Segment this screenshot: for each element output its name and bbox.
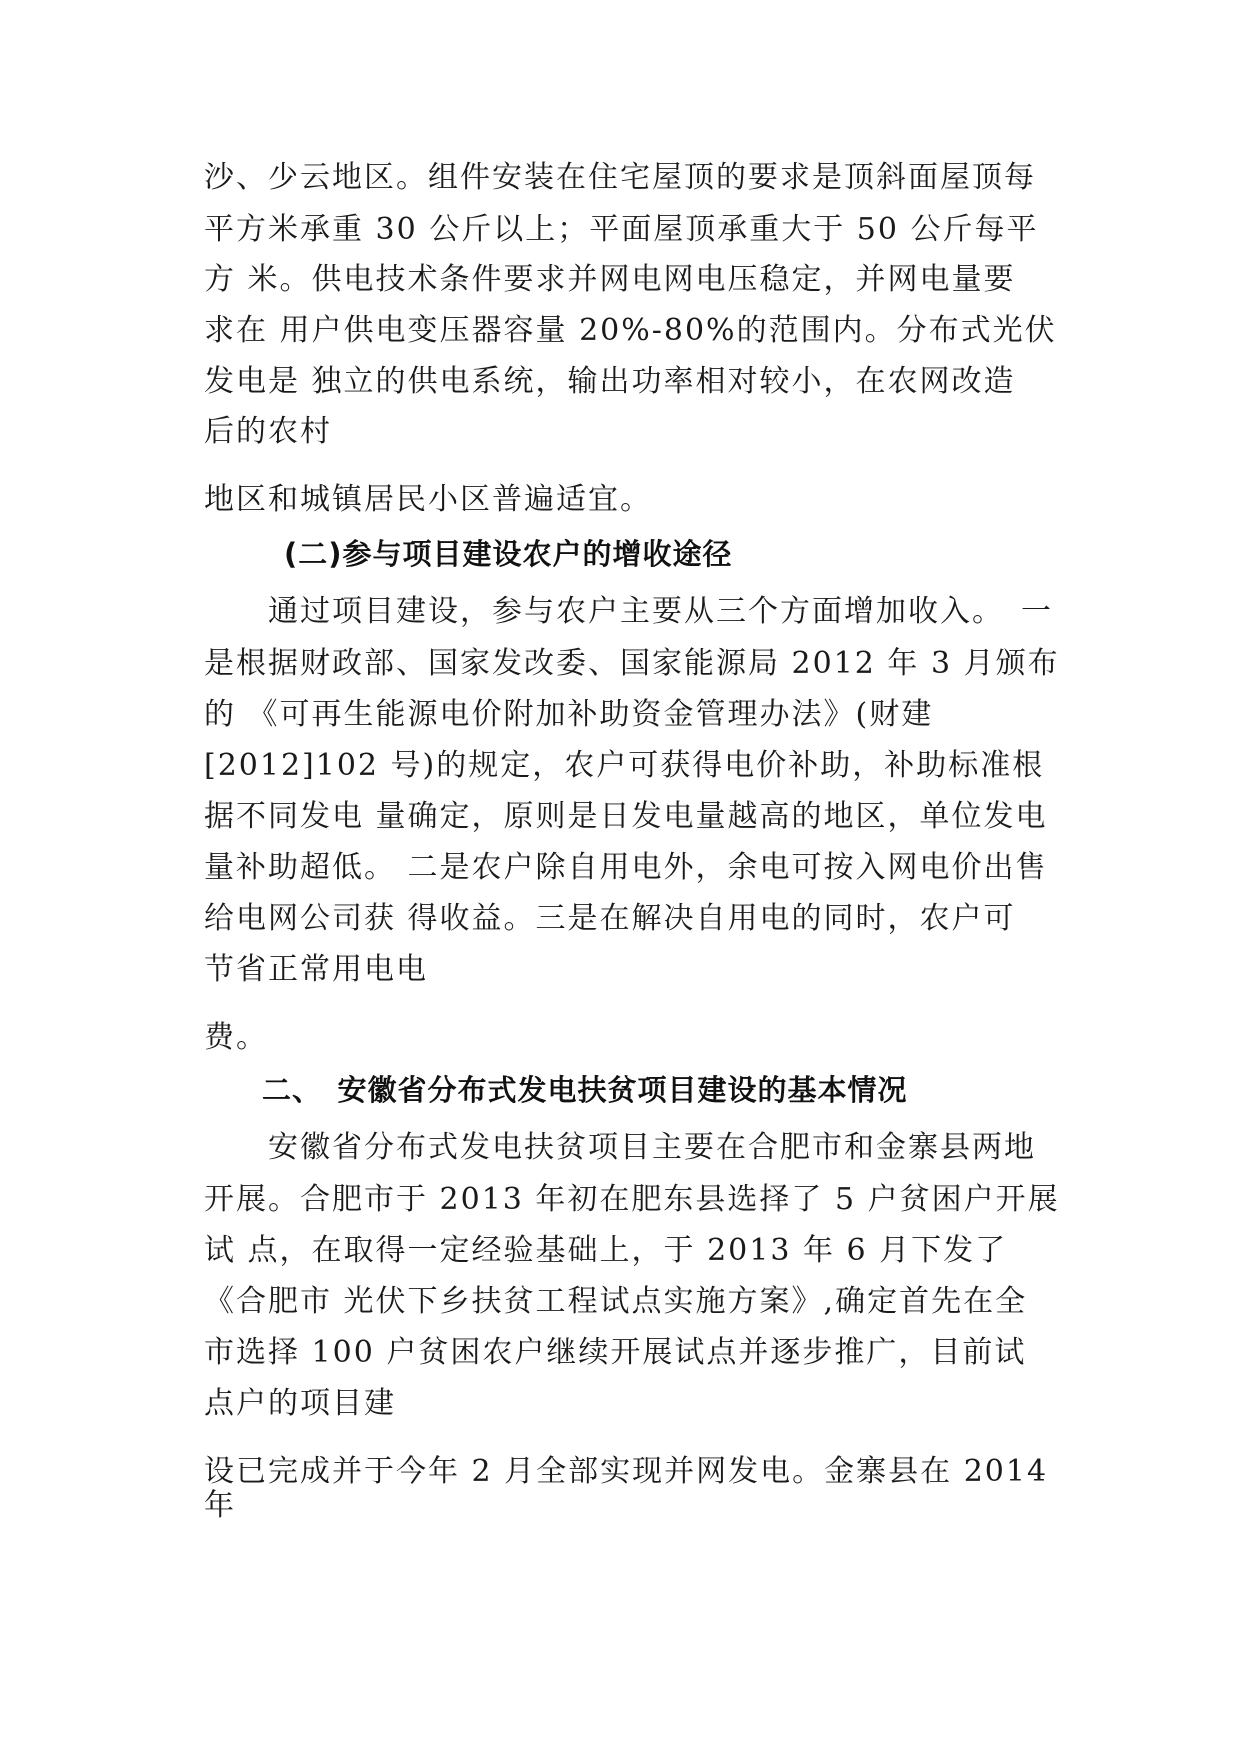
paragraph-3-line-6: 点户的项目建	[204, 1386, 396, 1421]
paragraph-3-line-4: 《合肥市 光伏下乡扶贫工程试点实施方案》,确定首先在全	[204, 1284, 1028, 1319]
paragraph-3-continuation-1: 设已完成并于今年 2 月全部实现并网发电。金寨县在 2014	[204, 1454, 1049, 1489]
paragraph-3-line-2: 开展。合肥市于 2013 年初在肥东县选择了 5 户贫困户开展	[204, 1182, 1060, 1217]
paragraph-2-line-1: 通过项目建设，参与农户主要从三个方面增加收入。 一	[204, 594, 1053, 629]
section-heading-2: (二)参与项目建设农户的增收途径	[284, 537, 733, 571]
paragraph-2-continuation: 费。	[204, 1020, 268, 1055]
paragraph-3-continuation-2: 年	[204, 1488, 236, 1523]
paragraph-2-line-2: 是根据财政部、国家发改委、国家能源局 2012 年 3 月颁布	[204, 646, 1060, 681]
paragraph-1-line-2: 平方米承重 30 公斤以上；平面屋顶承重大于 50 公斤每平	[204, 212, 1039, 247]
paragraph-3-line-3: 试 点，在取得一定经验基础上，于 2013 年 6 月下发了	[204, 1233, 1008, 1268]
paragraph-2-line-6: 量补助超低。 二是农户除自用电外，余电可按入网电价出售	[204, 850, 1048, 885]
paragraph-2-line-8: 节省正常用电电	[204, 952, 428, 987]
paragraph-2-line-5: 据不同发电 量确定，原则是日发电量越高的地区，单位发电	[204, 799, 1048, 834]
paragraph-2-line-4: [2012]102 号)的规定，农户可获得电价补助，补助标准根	[204, 748, 1045, 783]
paragraph-1-line-3: 方 米。供电技术条件要求并网电网电压稳定，并网电量要	[204, 262, 1016, 297]
paragraph-3-line-5: 市选择 100 户贫困农户继续开展试点并逐步推广，目前试	[204, 1335, 1027, 1370]
paragraph-1-continuation: 地区和城镇居民小区普遍适宜。	[204, 482, 652, 517]
paragraph-1-line-1: 沙、少云地区。组件安装在住宅屋顶的要求是顶斜面屋顶每	[204, 160, 1036, 195]
paragraph-1-line-5: 发电是 独立的供电系统，输出功率相对较小，在农网改造	[204, 364, 1016, 399]
paragraph-3-line-1: 安徽省分布式发电扶贫项目主要在合肥市和金寨县两地	[204, 1130, 1036, 1165]
section-heading-3: 二、 安徽省分布式发电扶贫项目建设的基本情况	[262, 1073, 908, 1107]
paragraph-1-line-4: 求在 用户供电变压器容量 20%-80%的范围内。分布式光伏	[204, 313, 1057, 348]
paragraph-2-line-7: 给电网公司获 得收益。三是在解决自用电的同时，农户可	[204, 901, 1016, 936]
paragraph-1-line-6: 后的农村	[204, 414, 332, 449]
paragraph-2-line-3: 的 《可再生能源电价附加补助资金管理办法》(财建	[204, 697, 934, 732]
